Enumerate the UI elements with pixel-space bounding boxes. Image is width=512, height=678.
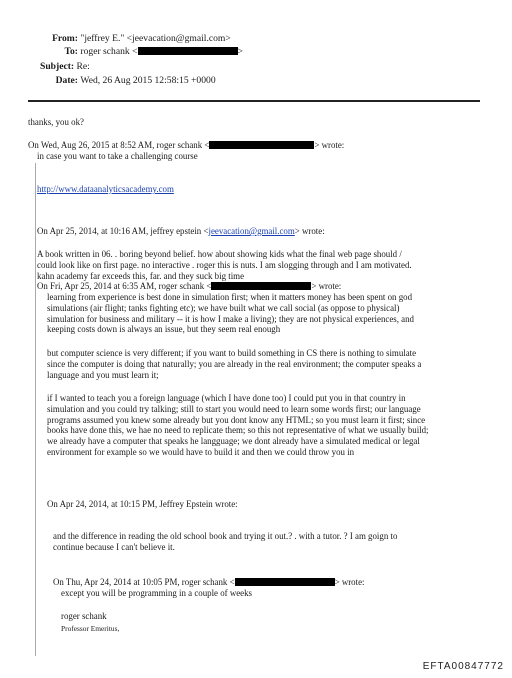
quote4-line: continue because I can't believe it. [53, 541, 175, 552]
quote3-line: simulation and you could try talking; still to start you would need to learn some words first; our language [47, 403, 421, 414]
from-value: "jeffrey E." <jeevacation@gmail.com> [80, 33, 231, 44]
from-label: From: [52, 33, 78, 44]
to-value-prefix: roger schank < [80, 46, 138, 57]
quote2-line: A book written in 06. . boring beyond belief. how about showing kids what the final web page should / [37, 249, 402, 259]
to-line [48, 46, 243, 57]
date-label: Date: [55, 75, 78, 86]
quote2-header-prefix: On Apr 25, 2014, at 10:16 AM, jeffrey epstein < [37, 226, 209, 236]
quote3-line: programs assumed you knew some already but you dont know any HTML; so you must learn it first; since [47, 414, 426, 425]
quote5-header-prefix: On Thu, Apr 24, 2014 at 10:05 PM, roger schank < [53, 577, 235, 587]
quote2-header [37, 226, 325, 237]
quote1-header [28, 140, 344, 151]
quote4-body [53, 531, 397, 553]
signature-title: Professor Emeritus, [61, 624, 120, 633]
quote3-line: we already have a computer that speaks he langguage; we dont already have a simulated medical or legal [47, 436, 420, 447]
quote3-paragraph-1 [47, 292, 414, 335]
quote4-header: On Apr 24, 2014, at 10:15 PM, Jeffrey Epstein wrote: [47, 499, 238, 509]
quote3-header-prefix: On Fri, Apr 25, 2014 at 6:35 AM, roger schank < [37, 281, 212, 291]
quote3-paragraph-2 [47, 348, 421, 380]
reply-text: thanks, you ok? [28, 117, 84, 127]
redaction-box [211, 282, 311, 290]
date-line [48, 75, 216, 86]
quote3-line: simulation for business and military -- it is how I make a living); they are not physical experiences, and [47, 313, 414, 324]
signature-name: roger schank [61, 611, 107, 621]
redaction-box [138, 47, 238, 55]
quote3-line: books have done this, we hae no need to replicate them; so this not representative of what we usually build; [47, 425, 429, 436]
quote2-line: kahn academy far exceeds this, far. and they suck big time [37, 270, 245, 281]
quote5-header-suffix: > wrote: [334, 577, 365, 587]
from-line [48, 33, 231, 44]
quote3-line: environment for example so we would have to build it and then we could throw you in [47, 446, 355, 457]
date-value: Wed, 26 Aug 2015 12:58:15 +0000 [80, 75, 216, 86]
quote4-line: and the difference in reading the old school book and trying it out.? . with a tutor. ? I am goign to [53, 531, 398, 541]
quote5-text: except you will be programming in a couple of weeks [61, 588, 253, 598]
quote3-line: if I wanted to teach you a foreign language (which I have done too) I could put you in that country in [47, 393, 406, 403]
quote1-text: in case you want to take a challenging course [37, 151, 198, 161]
quote2-header-suffix: > wrote: [294, 226, 325, 236]
quote3-line: language and you must learn it; [47, 369, 159, 380]
quote2-line: could look like on first page. no interactive . roger this is nuts. I am slogging through and I am motivated. [37, 259, 412, 270]
quote3-paragraph-3 [47, 393, 429, 458]
subject-value: Re: [76, 61, 90, 72]
header-divider [28, 100, 480, 102]
quote3-line: simulations (air flight; tanks fighting etc); we have built what we call social (as oppose to physical) [47, 302, 400, 313]
quote1-header-suffix: > wrote: [314, 140, 345, 150]
redaction-box [235, 578, 335, 586]
quote5-header [53, 577, 365, 588]
subject-line [40, 61, 90, 72]
quote3-line: learning from experience is best done in simulation first; when it matters money has been spent on god [47, 292, 413, 302]
quote3-line: but computer science is very different; if you want to build something in CS there is nothing to simulate [47, 348, 417, 358]
quote3-line: since the computer is doing that naturally; you are already in the real environment; the computer speaks a [47, 358, 422, 369]
to-label: To: [64, 46, 78, 57]
quote3-header [37, 281, 341, 292]
subject-label: Subject: [40, 61, 75, 72]
quote1-link-line [37, 184, 174, 195]
document-id: EFTA00847772 [422, 661, 504, 672]
quote2-body [37, 249, 412, 281]
quote2-email-link[interactable]: jeevacation@gmail.com [208, 226, 295, 236]
quote-bar [35, 163, 36, 656]
to-value-suffix: > [237, 46, 243, 57]
quote1-header-prefix: On Wed, Aug 26, 2015 at 8:52 AM, roger schank < [28, 140, 210, 150]
quote3-line: keeping costs down is always an issue, but they seem real enough [47, 324, 281, 335]
academy-link[interactable]: http://www.dataanalyticsacademy.com [37, 184, 174, 194]
redaction-box [209, 141, 314, 149]
quote3-header-suffix: > wrote: [311, 281, 342, 291]
